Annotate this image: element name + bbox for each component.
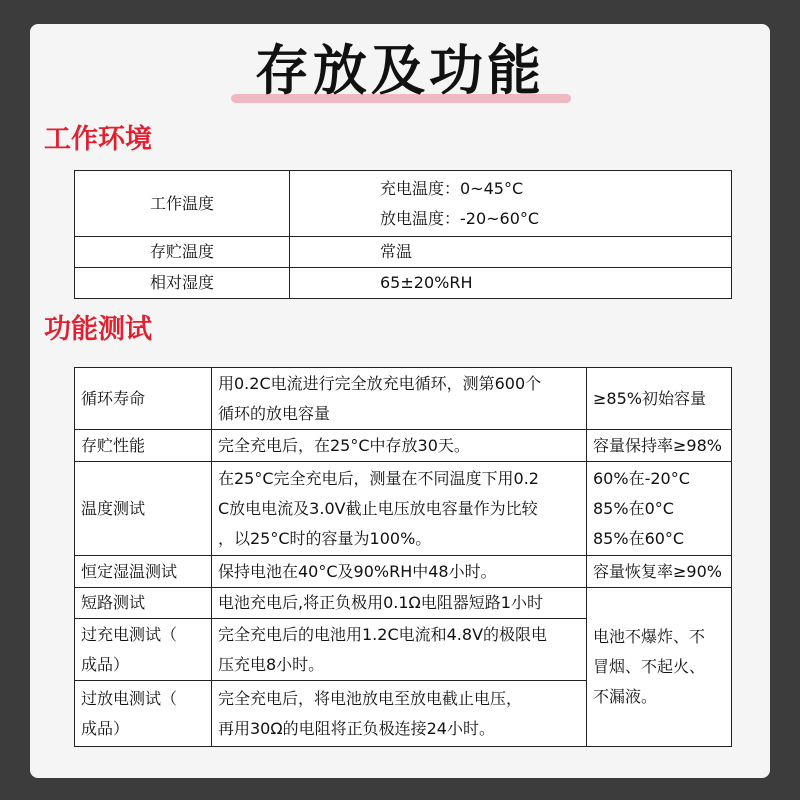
- condition-line: 用0.2C电流进行完全放充电循环，测第600个: [218, 373, 542, 393]
- table-row: [75, 268, 732, 299]
- name-line: 成品）: [81, 718, 130, 738]
- condition-line: 压充电8小时。: [218, 654, 325, 674]
- test-name: 短路测试: [75, 588, 212, 619]
- table-row: [75, 368, 732, 430]
- test-condition: [212, 619, 587, 681]
- result-line: 85%在60°C: [593, 528, 685, 548]
- test-name: 恒定湿温测试: [75, 556, 212, 588]
- test-name: 循环寿命: [75, 368, 212, 430]
- test-name: 存贮性能: [75, 430, 212, 462]
- result-line: 不漏液。: [593, 687, 658, 706]
- table-row: [75, 237, 732, 268]
- condition-line: 在25°C完全充电后，测量在不同温度下用0.2: [218, 468, 539, 488]
- name-line: 成品）: [81, 654, 130, 674]
- table-row: [75, 588, 732, 619]
- env-label: 相对湿度: [75, 268, 290, 299]
- test-result: ≥85%初始容量: [587, 368, 732, 430]
- test-condition: [212, 462, 587, 556]
- test-condition: [212, 681, 587, 747]
- condition-line: 完全充电后，将电池放电至放电截止电压，: [218, 688, 523, 708]
- environment-table: [74, 170, 732, 299]
- condition-line: 完全充电后的电池用1.2C电流和4.8V的极限电: [218, 624, 548, 644]
- name-line: 过充电测试（: [81, 624, 178, 644]
- test-name: 温度测试: [75, 462, 212, 556]
- env-value: [290, 171, 732, 237]
- condition-line: C放电电流及3.0V截止电压放电容量作为比较: [218, 498, 538, 518]
- test-name: [75, 619, 212, 681]
- env-value: 65±20%RH: [290, 268, 732, 299]
- test-name: [75, 681, 212, 747]
- page-title: 存放及功能: [255, 39, 545, 102]
- env-value-line: 放电温度：-20~60°C: [380, 208, 540, 228]
- table-row: [75, 556, 732, 588]
- test-result: 容量恢复率≥90%: [587, 556, 732, 588]
- result-line: 冒烟、不起火、: [593, 657, 706, 676]
- safety-result: [587, 588, 732, 747]
- test-condition: 电池充电后,将正负极用0.1Ω电阻器短路1小时: [212, 588, 587, 619]
- functional-tests-table: [74, 367, 732, 747]
- result-line: 60%在-20°C: [593, 468, 690, 488]
- table-row: [75, 430, 732, 462]
- env-label: 工作温度: [75, 171, 290, 237]
- name-line: 过放电测试（: [81, 688, 178, 708]
- table-row: [75, 462, 732, 556]
- condition-line: 循环的放电容量: [218, 403, 331, 423]
- test-condition: 保持电池在40°C及90%RH中48小时。: [212, 556, 587, 588]
- result-line: 电池不爆炸、不: [593, 627, 706, 646]
- test-result: [587, 462, 732, 556]
- test-condition: 完全充电后，在25°C中存放30天。: [212, 430, 587, 462]
- test-condition: [212, 368, 587, 430]
- condition-line: 再用30Ω的电阻将正负极连接24小时。: [218, 718, 495, 738]
- condition-line: ，以25°C时的容量为100%。: [218, 528, 432, 548]
- env-value: 常温: [290, 237, 732, 268]
- table-row: [75, 171, 732, 237]
- env-label: 存贮温度: [75, 237, 290, 268]
- environment-heading: 工作环境: [44, 124, 152, 155]
- env-value-line: 充电温度：0~45°C: [380, 178, 524, 198]
- test-result: 容量保持率≥98%: [587, 430, 732, 462]
- functional-tests-heading: 功能测试: [44, 314, 152, 345]
- result-line: 85%在0°C: [593, 498, 674, 518]
- content-card: [30, 24, 770, 778]
